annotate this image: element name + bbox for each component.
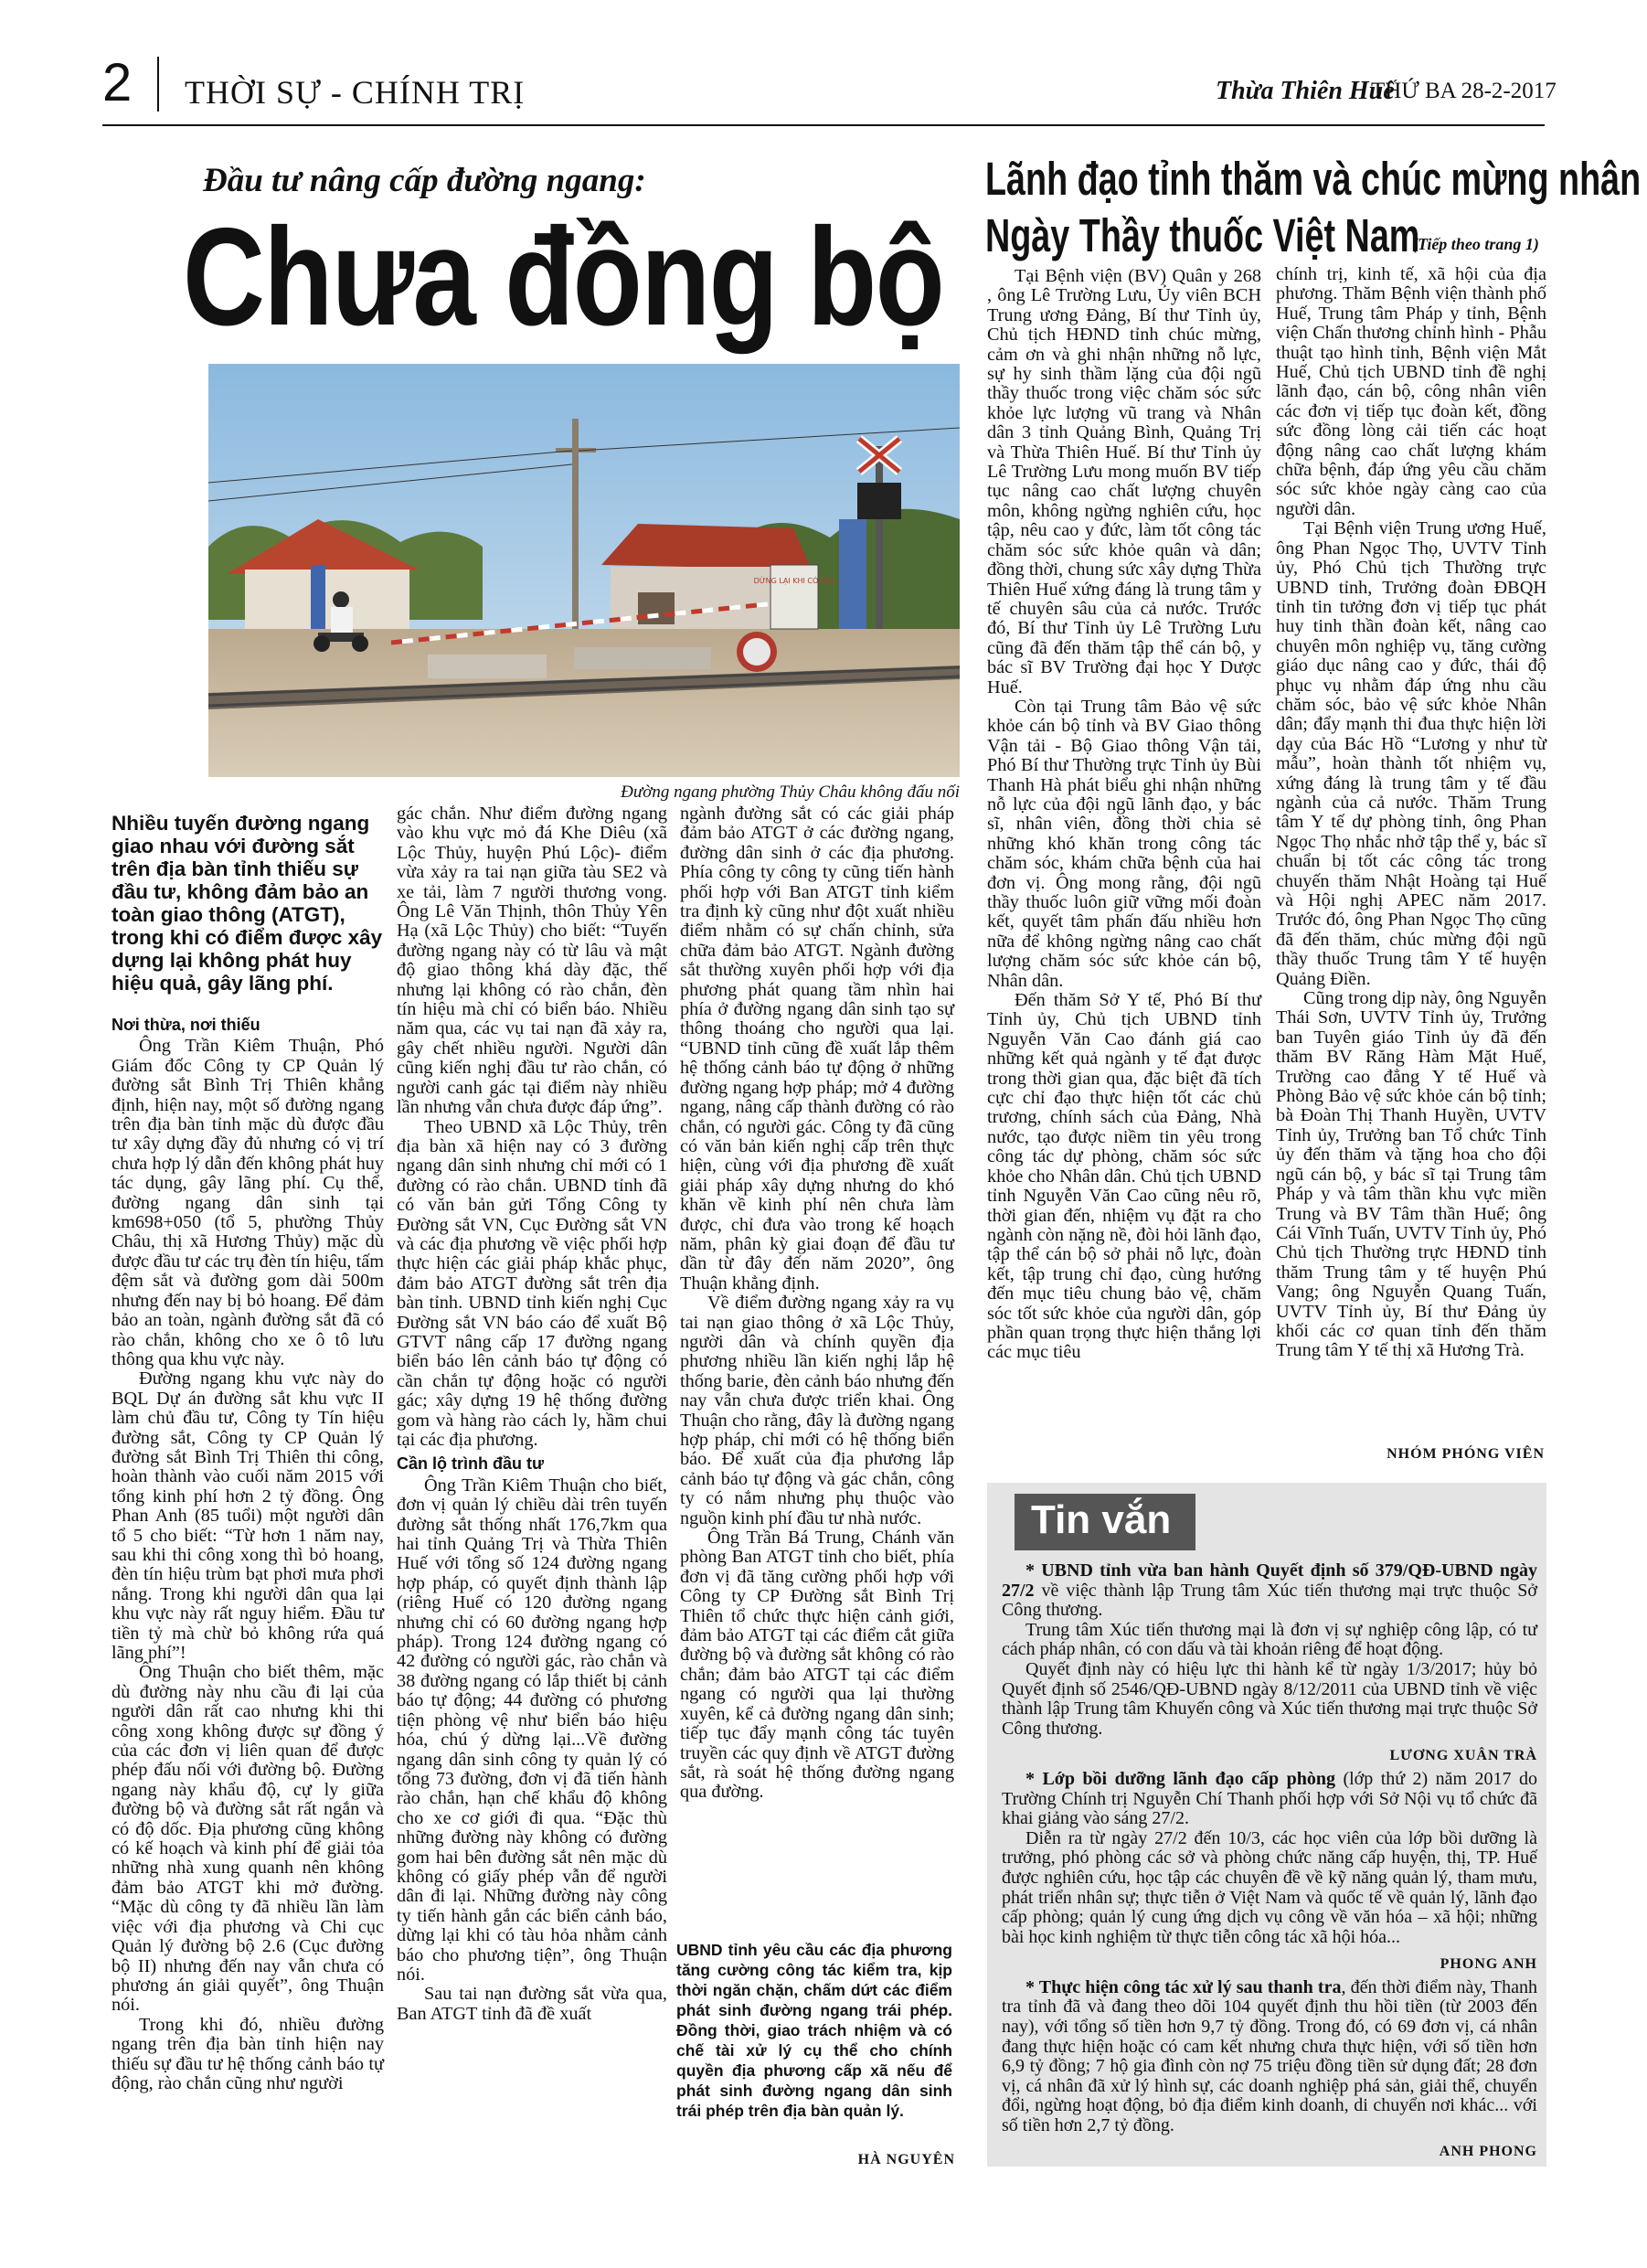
brief-lead: * Lớp bồi dưỡng lãnh đạo cấp phòng	[1025, 1768, 1335, 1789]
paragraph: Ông Trần Kiêm Thuận cho biết, đơn vị quản lý chiều dài trên tuyến đường sắt thống nhất 176,7km qua hai tỉnh Quảng Trị và Thừa Thiên Huế với tổng số 124 đường ngang hợp pháp, có quyết định thành lập (riêng Huế có 120 đường ngang nhưng chỉ có 60 đường ngang hợp pháp). Trong 124 đường ngang có 42 đường có người gác, rào chắn và 38 đường ngang có lắp thiết bị cảnh báo tự động; 44 đường có phương tiện phòng vệ như biển báo hiệu hóa, chú ý dừng lại...Về đường ngang dân sinh công ty quản lý có tổng 73 đường, đơn vị đã tiến hành rào chắn, hạn chế khẩu độ không cho xe cơ giới đi qua. “Đặc thù những đường này không có đường gom hai bên đường sắt nên mặc dù không có giấy phép vẫn để người dân đi lại. Những đường này công ty tiến hành gắn các biển cảnh báo, dừng lại khi có tàu hỏa nhằm cảnh báo cho phương tiện”, ông Thuận nói.	[397, 1475, 667, 1985]
brief-text: (lớp thứ 2) năm 2017 do Trường Chính trị Nguyễn Chí Thanh phối hợp với Sở Nội vụ tổ chức đã khai giảng vào sáng 27/2.	[1002, 1768, 1537, 1829]
paragraph: Trung tâm Xúc tiến thương mại là đơn vị sự nghiệp công lập, có tư cách pháp nhân, có con dấu và tài khoản riêng để hoạt động.	[1002, 1619, 1537, 1660]
news-brief-list	[1002, 1561, 1537, 2161]
continued-note: (Tiếp theo trang 1)	[1412, 235, 1539, 253]
photo-caption: Đường ngang phường Thủy Châu không đấu nối	[621, 783, 960, 802]
brief-byline: LƯƠNG XUÂN TRÀ	[1389, 1748, 1537, 1764]
paragraph: Ông Trần Kiêm Thuận, Phó Giám đốc Công ty CP Quản lý đường sắt Bình Trị Thiên khẳng định, hiện nay, một số đường ngang trên địa bàn tỉnh mặc dù được đầu tư xây dựng đầy đủ nhưng có vị trí chưa hợp lý dẫn đến không phát huy tác dụng, gây lãng phí. Cụ thể, đường ngang dân sinh tại km698+050 (tổ 5, phường Thủy Châu, thị xã Hương Thủy) mặc dù được đầu tư các trụ đèn tín hiệu, tấm đệm sắt và đường gom dài 500m nhưng đến nay bị bỏ hoang. Để đảm bảo an toàn, ngành đường sắt đã có rào chắn, không cho xe ô tô lưu thông qua khu vực này.	[112, 1036, 384, 1369]
header-rule	[102, 124, 1545, 126]
paragraph: Trong khi đó, nhiều đường ngang trên địa bàn tỉnh hiện nay thiếu sự đầu tư hệ thống cảnh báo tự động, rào chắn cũng như người	[112, 2014, 384, 2093]
paragraph: Còn tại Trung tâm Bảo vệ sức khỏe cán bộ tỉnh và BV Giao thông Vận tải - Bộ Giao thông Vận tải, Phó Bí thư Thường trực Tỉnh ủy Bùi Thanh Hà phát biểu ghi nhận những nỗ lực của đội ngũ lãnh đạo, y bác sĩ, nhân viên, đồng thời chia sẻ những khó khăn trong công tác chăm sóc, khám chữa bệnh của hai đơn vị. Ông mong rằng, đội ngũ thầy thuốc luôn giữ vững mối đoàn kết, quyết tâm phấn đấu nhiều hơn nữa để không ngừng nâng cao chất lượng chăm sóc sức khỏe cán bộ, Nhân dân.	[987, 696, 1261, 991]
brief-byline: PHONG ANH	[1440, 1956, 1537, 1973]
news-brief-item	[1002, 1561, 1537, 1621]
header-divider	[157, 57, 159, 112]
brief-text: về việc thành lập Trung tâm Xúc tiến thương mại trực thuộc Sở Công thương.	[1002, 1580, 1537, 1621]
article1-byline: HÀ NGUYÊN	[857, 2152, 955, 2167]
subheading: Cần lộ trình đầu tư	[397, 1454, 545, 1474]
article2-column-1	[987, 267, 1261, 1363]
article1-column-1	[112, 1011, 384, 2093]
news-brief-title: Tin vắn	[1031, 1497, 1172, 1542]
paragraph: Sau tai nạn đường sắt vừa qua, Ban ATGT tỉnh đã đề xuất	[397, 1984, 667, 2024]
news-brief-item	[1002, 1770, 1537, 1829]
paragraph: Về điểm đường ngang xảy ra vụ tai nạn giao thông ở xã Lộc Thủy, người dân và chính quyền địa phương nhiều lần kiến nghị lắp hệ thống barie, đèn cảnh báo nhưng đến nay vẫn chưa được triển khai. Ông Thuận cho rằng, đây là đường ngang hợp pháp, chỉ mới có hệ thống biển báo. Để xuất của địa phương lắp cảnh báo tự động và gác chắn, công ty có nắm nhưng phụ thuộc vào nguồn kinh phí đầu tư nhà nước.	[680, 1293, 954, 1528]
article2-headline-line2: Ngày Thầy thuốc Việt Nam	[985, 209, 1420, 261]
paragraph: Cũng trong dịp này, ông Nguyễn Thái Sơn, UVTV Tỉnh ủy, Trưởng ban Tuyên giáo Tỉnh ủy đã đến thăm BV Răng Hàm Mặt Huế, Trường cao đẳng Y tế Huế và Phòng Bảo vệ sức khỏe cán bộ tỉnh; bà Đoàn Thị Thanh Huyền, UVTV Tỉnh ủy, Trưởng ban Tổ chức Tỉnh ủy đến thăm và tặng hoa cho đội ngũ cán bộ, y bác sĩ tại Trung tâm Pháp y và tâm thần khu vực miền Trung và BV Tâm thần Huế; ông Cái Vĩnh Tuấn, UVTV Tỉnh ủy, Phó Chủ tịch Thường trực HĐND tỉnh thăm Trung tâm y tế huyện Phú Vang; ông Nguyễn Quang Tuấn, UVTV Tỉnh ủy, Bí thư Đảng ủy khối các cơ quan tỉnh đến thăm Trung tâm Y tế thị xã Hương Trà.	[1276, 988, 1546, 1361]
paragraph: Tại Bệnh viện Trung ương Huế, ông Phan Ngọc Thọ, UVTV Tỉnh ủy, Phó Chủ tịch Thường trực UBND tỉnh, Trưởng đoàn ĐBQH tỉnh tin tưởng đơn vị tiếp tục phát huy tinh thần đoàn kết, nâng cao chuyên môn nghiệp vụ, tăng cường giáo dục nâng cao y đức, thái độ phục vụ nhằm đáp ứng nhu cầu chăm sóc, bảo vệ sức khỏe Nhân dân; đẩy mạnh thi đua thực hiện lời dạy của Bác Hồ “Lương y như từ mẫu”, hoàn thành tốt nhiệm vụ, xứng đáng là trung tâm y tế đầu ngành của cả nước. Thăm Trung tâm Y tế dự phòng tỉnh, ông Phan Ngọc Thọ nhắc nhở tập thể y, bác sĩ chuẩn bị tốt các công tác trong chuyến thăm Nhật Hoàng tại Huế và Hội nghị APEC năm 2017. Trước đó, ông Phan Ngọc Thọ cũng đã đến thăm, chúc mừng đội ngũ thầy thuốc Trung tâm Y tế huyện Quảng Điền.	[1276, 518, 1546, 989]
paragraph: Diễn ra từ ngày 27/2 đến 10/3, các học viên của lớp bồi dưỡng là trưởng, phó phòng các sở và phòng chức năng cấp huyện, thị, TP. Huế được nghiên cứu, học tập các chuyên đề về kỹ năng quản lý, tham mưu, phát triển nhân sự; thực tiễn ở Việt Nam và quốc tế về quản lý, lãnh đạo cấp phòng; quản lý cung ứng dịch vụ công về văn hóa – xã hội; những bài học kinh nghiệm từ thực tiễn công tác xã hội hóa...	[1002, 1827, 1537, 1947]
paragraph: Theo UBND xã Lộc Thủy, trên địa bàn xã hiện nay có 3 đường ngang dân sinh nhưng chỉ mới có 1 đường có rào chắn. UBND tỉnh đã có văn bản gửi Tổng Công ty Đường sắt VN, Cục Đường sắt VN và các địa phương về việc phối hợp thực hiện các giải pháp khắc phục, đảm bảo ATGT đường sắt trên địa bàn tỉnh. UBND tỉnh kiến nghị Cục Đường sắt VN báo cáo để xuất Bộ GTVT nâng cấp 17 đường ngang biển báo lên cảnh báo tự động có cần chắn tự động hoặc có người gác; xây dựng 19 hệ thống đường gom và hàng rào cách ly, hầm chui tại các địa phương.	[397, 1116, 667, 1450]
article1-lead: Nhiều tuyến đường ngang giao nhau với đường sắt trên địa bàn tỉnh thiếu sự đầu tư, không đảm bảo an toàn giao thông (ATGT), trong khi có điểm được xây dựng lại không phát huy hiệu quả, gây lãng phí.	[112, 812, 383, 995]
news-brief-item	[1002, 1978, 1537, 2136]
paragraph: Ông Trần Bá Trung, Chánh văn phòng Ban ATGT tỉnh cho biết, phía đơn vị đã tăng cường phối hợp với Công ty CP Đường sắt Bình Trị Thiên tổ chức thực hiện cảnh giới, đảm bảo ATGT tại các điểm cắt giữa đường bộ và đường sắt không có rào chắn; đảm bảo ATGT tại các điểm ngang có người qua lại thường xuyên, kể cả đường ngang dân sinh; tiếp tục đẩy mạnh công tác tuyên truyền các quy định về ATGT đường sắt, rà soát hệ thống đường ngang qua đường.	[680, 1528, 954, 1803]
paragraph: Tại Bệnh viện (BV) Quân y 268 , ông Lê Trường Lưu, Ủy viên BCH Trung ương Đảng, Bí thư Tỉnh ủy, Chủ tịch HĐND tỉnh chúc mừng, cảm ơn và ghi nhận những nỗ lực, sự hy sinh thầm lặng của đội ngũ thầy thuốc trong việc chăm sóc sức khỏe lực lượng vũ trang và Nhân dân 3 tỉnh Quảng Bình, Quảng Trị và Thừa Thiên Huế. Bí thư Tỉnh ủy Lê Trường Lưu mong muốn BV tiếp tục nâng cao chất lượng chuyên môn, không ngừng nghiên cứu, học tập, nêu cao y đức, làm tốt công tác chăm sóc sức khỏe quân và dân; đồng thời, chung sức xây dựng Thừa Thiên Huế xứng đáng là trung tâm y tế chuyên sâu của cả nước. Trước đó, Bí thư Tỉnh ủy Lê Trường Lưu cũng đã đến thăm tập thể cán bộ, y bác sĩ BV Trường đại học Y Dược Huế.	[987, 266, 1261, 697]
article2-headline-line1: Lãnh đạo tỉnh thăm và chúc mừng nhân	[985, 153, 1642, 205]
paragraph: Quyết định này có hiệu lực thi hành kể từ ngày 1/3/2017; hủy bỏ Quyết định số 2546/QĐ-UBND ngày 8/12/2011 của UBND tỉnh về việc thành lập Trung tâm Khuyến công và Xúc tiến thương mại trực thuộc Sở Công thương.	[1002, 1658, 1537, 1739]
brief-lead: * Thực hiện công tác xử lý sau thanh tra	[1025, 1976, 1342, 1997]
paragraph: ngành đường sắt có các giải pháp đảm bảo ATGT ở các đường ngang, đường dân sinh ở các địa phương. Phía công ty công ty cũng tiến hành phối hợp với Ban ATGT tỉnh kiểm tra định kỳ cũng như đột xuất nhiều điểm nhằm có sự chấn chỉnh, sửa chữa đảm bảo ATGT. Ngành đường sắt thường xuyên phối hợp với địa phương phát quang tầm nhìn hai phía ở đường ngang dân sinh tạo sự thông thoáng cho người qua lại. “UBND tỉnh cũng đề xuất lắp thêm hệ thống cảnh báo tự động ở những đường ngang hợp pháp; mở 4 đường ngang, nâng cấp thành đường có rào chắn, có người gác. Công ty đã cũng có văn bản kiến nghị cấp trên thực hiện, cùng với địa phương đề xuất giải pháp xây dựng nhưng do khó khăn về kinh phí nên chưa làm được, chỉ đưa vào trong kế hoạch năm, phân kỳ giai đoạn để đầu tư dần từ đây đến năm 2020”, ông Thuận khẳng định.	[680, 804, 954, 1294]
paragraph: Đến thăm Sở Y tế, Phó Bí thư Tỉnh ủy, Chủ tịch UBND tỉnh Nguyễn Văn Cao đánh giá cao những kết quả ngành y tế đạt được trong thời gian qua, đặc biệt đã tích cực chỉ đạo thực hiện tốt các chủ trương, chính sách của Đảng, Nhà nước, tạo được niềm tin yêu trong công tác dự phòng, chăm sóc sức khỏe cho Nhân dân. Chủ tịch UBND tỉnh Nguyễn Văn Cao cũng nêu rõ, thời gian đến, nhiệm vụ đặt ra cho ngành còn nặng nề, đòi hỏi lãnh đạo, tập thể cán bộ sở phải nỗ lực, đoàn kết, tập trung chỉ đạo, cùng hướng đến mục tiêu chung bảo vệ, chăm sóc tốt sức khỏe của người dân, góp phần quan trọng thực hiện thắng lợi các mục tiêu	[987, 990, 1261, 1363]
paragraph: Ông Thuận cho biết thêm, mặc dù đường này nhu cầu đi lại của người dân rất cao nhưng khi thi công xong không được sự đồng ý của các đơn vị liên quan để được phép đấu nối với đường bộ. Đường ngang này khẩu độ, cự ly giữa đường bộ và đường sắt rất ngắn và có độ dốc. Địa phương cũng không có kế hoạch và kinh phí để giải tỏa những nhà xung quanh nên không đảm bảo ATGT khi mở đường. “Mặc dù công ty đã nhiều lần làm việc với địa phương và Chi cục Quản lý đường bộ 2.6 (Cục đường bộ II) nhưng đến nay vẫn chưa có phương án giải quyết”, ông Thuận nói.	[112, 1662, 384, 2016]
subheading: Nơi thừa, nơi thiếu	[112, 1016, 260, 1034]
section-title: THỜI SỰ - CHÍNH TRỊ	[185, 74, 526, 111]
article1-column-3	[680, 804, 954, 1803]
article1-kicker: Đầu tư nâng cấp đường ngang:	[203, 162, 646, 199]
brief-byline: ANH PHONG	[1439, 2143, 1537, 2159]
issue-date: THỨ BA 28-2-2017	[1371, 79, 1557, 103]
paragraph: gác chắn. Như điểm đường ngang vào khu vực mỏ đá Khe Diêu (xã Lộc Thủy, huyện Phú Lộc)- điểm vừa xảy ra tai nạn giữa tàu SE2 và xe tải, làm 7 người thương vong. Ông Lê Văn Thịnh, thôn Thủy Yên Hạ (xã Lộc Thủy) cho biết: “Tuyến đường ngang này có từ lâu và mật độ giao thông khá dày đặc, thế nhưng lại không có rào chắn, đèn tín hiệu mà chỉ có biển báo. Nhiều năm qua, các vụ tai nạn đã xảy ra, gây chết nhiều người. Người dân cũng kiến nghị đầu tư rào chắn, có người canh gác tại điểm này nhiều lần nhưng vẫn chưa được đáp ứng”.	[397, 804, 667, 1118]
page-number: 2	[102, 53, 133, 112]
paragraph: chính trị, kinh tế, xã hội của địa phương. Thăm Bệnh viện thành phố Huế, Trung tâm Pháp y tỉnh, Bệnh viện Chấn thương chỉnh hình - Phẫu thuật tạo hình tỉnh, Bệnh viện Mắt Huế, Chủ tịch UBND tỉnh đề nghị lãnh đạo, cán bộ, công nhân viên các đơn vị tiếp tục đoàn kết, đồng sức đồng lòng cải tiến các hoạt động nâng cao chất lượng khám chữa bệnh, đáp ứng yêu cầu chăm sóc sức khỏe ngày càng cao của người dân.	[1276, 264, 1546, 519]
paragraph: Đường ngang khu vực này do BQL Dự án đường sắt khu vực II làm chủ đầu tư, Công ty Tín hiệu đường sắt, Công ty CP Quản lý đường sắt Bình Trị Thiên thi công, hoàn thành vào cuối năm 2015 với tổng kinh phí hơn 2 tỷ đồng. Ông Phan Anh (85 tuổi) một người dân tổ 5 cho biết: “Từ hơn 1 năm nay, sau khi thi công xong thì bỏ hoang, đèn tín hiệu trùm bạt phơi mưa phơi nắng. Trong khi người dân qua lại khu vực này rất nguy hiểm. Đầu tư tiền tỷ mà chừ bỏ không rứa quá lãng phí”!	[112, 1368, 384, 1663]
article2-column-2	[1276, 265, 1546, 1361]
article2-byline: NHÓM PHÓNG VIÊN	[1387, 1446, 1545, 1462]
article1-callout: UBND tỉnh yêu cầu các địa phương tăng cường công tác kiểm tra, kịp thời ngăn chặn, chấm dứt các điểm phát sinh đường ngang trái phép. Đồng thời, giao trách nhiệm và có chế tài xử lý cụ thể cho chính quyền địa phương cấp xã nếu để phát sinh đường ngang dân sinh trái phép trên địa bàn quản lý.	[676, 1941, 952, 2120]
brief-lead: * UBND tỉnh vừa ban hành Quyết định số 379/QĐ-UBND ngày 27/2	[1002, 1560, 1537, 1601]
article1-photo	[208, 364, 960, 777]
brief-text: , đến thời điểm này, Thanh tra tỉnh đã và đang theo dõi 104 quyết định thu hồi tiền (từ 2003 đến nay), với tổng số tiền hơn 9,7 tỷ đồng. Trong đó, có 69 đơn vị, cá nhân đang thực hiện hoặc có cam kết nhưng chưa thực hiện, với số tiền hơn 6,9 tỷ đồng; 7 hộ gia đình còn nợ 75 triệu đồng tiền sử dụng đất; 28 đơn vị, cá nhân đã xử lý hình sự, các doanh nghiệp phá sản, giải thể, chuyển đổi, ngừng hoạt động, bỏ địa điểm kinh doanh, di chuyển nơi khác... với số tiền hơn 2,7 tỷ đồng.	[1002, 1976, 1537, 2136]
article1-column-2	[397, 804, 667, 2024]
photo-sign-text: DỪNG LẠI KHI CÓ TÀU	[753, 577, 835, 585]
newspaper-name: Thừa Thiên Huế	[1216, 77, 1395, 105]
article1-headline: Chưa đồng bộ	[183, 199, 944, 355]
